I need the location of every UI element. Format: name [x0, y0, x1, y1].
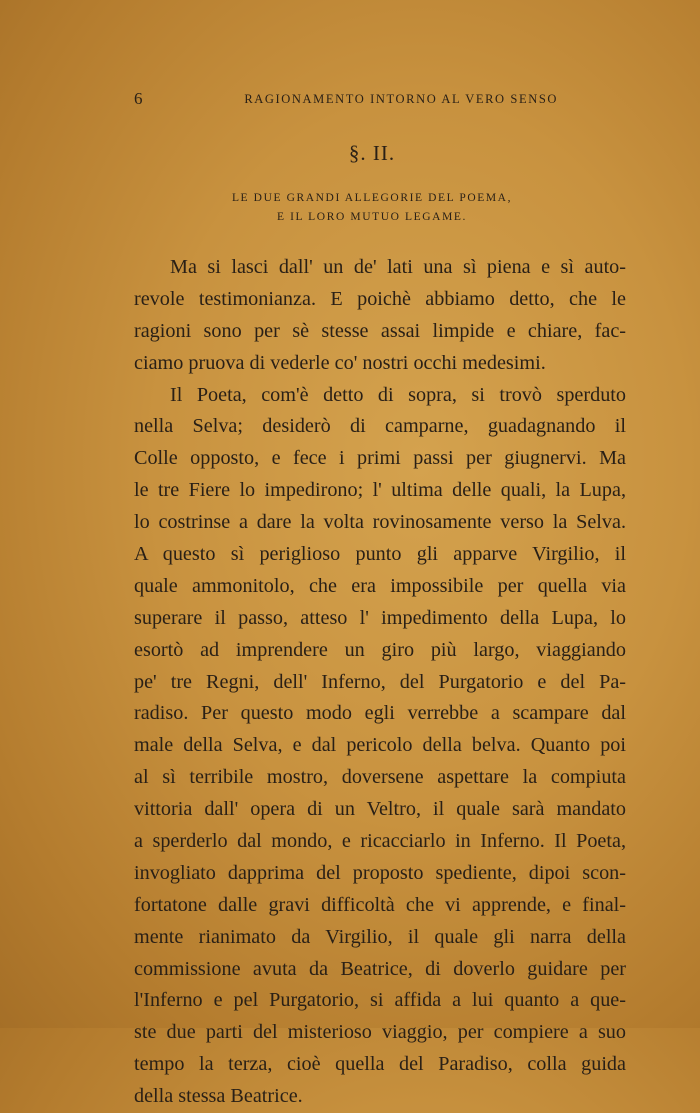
paragraph-2-line: ste due parti del misterioso viaggio, per compiere a suo — [134, 1021, 626, 1044]
paragraph-2-line: mente rianimato da Virgilio, il quale gli narra della — [134, 925, 626, 948]
paragraph-2-line: esortò ad imprendere un giro più largo, viaggiando — [134, 638, 626, 661]
paragraph-2-line: radiso. Per questo modo egli verrebbe a scampare dal — [134, 702, 626, 725]
section-subtitle-line: LE DUE GRANDI ALLEGORIE DEL POEMA, — [231, 192, 513, 204]
paragraph-1-line: ragioni sono per sè stesse assai limpide e chiare, fac- — [134, 319, 626, 342]
paragraph-1-line: revole testimonianza. E poichè abbiamo detto, che le — [134, 287, 626, 310]
paragraph-2-line: pe' tre Regni, dell' Inferno, del Purgatorio e del Pa- — [134, 670, 626, 693]
paragraph-2-line: le tre Fiere lo impedirono; l' ultima delle quali, la Lupa, — [134, 479, 626, 502]
paragraph-2-line: al sì terribile mostro, doversene aspettare la compiuta — [134, 766, 626, 789]
paragraph-2-line: commissione avuta da Beatrice, di doverlo guidare per — [134, 957, 626, 980]
paragraph-2-line: nella Selva; desiderò di camparne, guadagnando il — [134, 415, 626, 438]
paragraph-1-line: ciamo pruova di vederle co' nostri occhi medesimi. — [134, 351, 546, 374]
page-number: 6 — [134, 89, 143, 108]
section-heading: §. II. — [348, 141, 396, 165]
paragraph-2-line: lo costrinse a dare la volta rovinosamente verso la Selva. — [134, 511, 626, 534]
paragraph-2-line: fortatone dalle gravi difficoltà che vi apprende, e final- — [134, 893, 626, 916]
paragraph-2-line: vittoria dall' opera di un Veltro, il quale sarà mandato — [134, 798, 626, 821]
running-title: RAGIONAMENTO INTORNO AL VERO SENSO — [244, 92, 558, 106]
paragraph-2-line: tempo la terza, cioè quella del Paradiso, colla guida — [134, 1053, 626, 1076]
paragraph-2-line: l'Inferno e pel Purgatorio, si affida a lui quanto a que- — [134, 989, 626, 1012]
paragraph-2-line: Il Poeta, com'è detto di sopra, si trovò sperduto — [170, 383, 626, 406]
paragraph-1-line: Ma si lasci dall' un de' lati una sì piena e sì auto- — [170, 256, 626, 278]
paragraph-2-line: della stessa Beatrice. — [134, 1085, 303, 1108]
paragraph-2-line: A questo sì periglioso punto gli apparve Virgilio, il — [134, 543, 626, 566]
section-subtitle-line: E IL LORO MUTUO LEGAME. — [276, 211, 467, 223]
paragraph-2-line: invogliato dapprima del proposto spediente, dipoi scon- — [134, 861, 626, 884]
paragraph-2-line: Colle opposto, e fece i primi passi per giugnervi. Ma — [134, 447, 626, 470]
paragraph-2-line: male della Selva, e dal pericolo della belva. Quanto poi — [134, 734, 626, 757]
body-text — [134, 252, 626, 1113]
paragraph-2-line: a sperderlo dal mondo, e ricacciarlo in Inferno. Il Poeta, — [134, 830, 626, 853]
paragraph-2-line: superare il passo, atteso l' impedimento della Lupa, lo — [134, 606, 626, 629]
running-head — [134, 88, 558, 110]
paragraph-2-line: quale ammonitolo, che era impossibile per quella via — [134, 574, 626, 597]
